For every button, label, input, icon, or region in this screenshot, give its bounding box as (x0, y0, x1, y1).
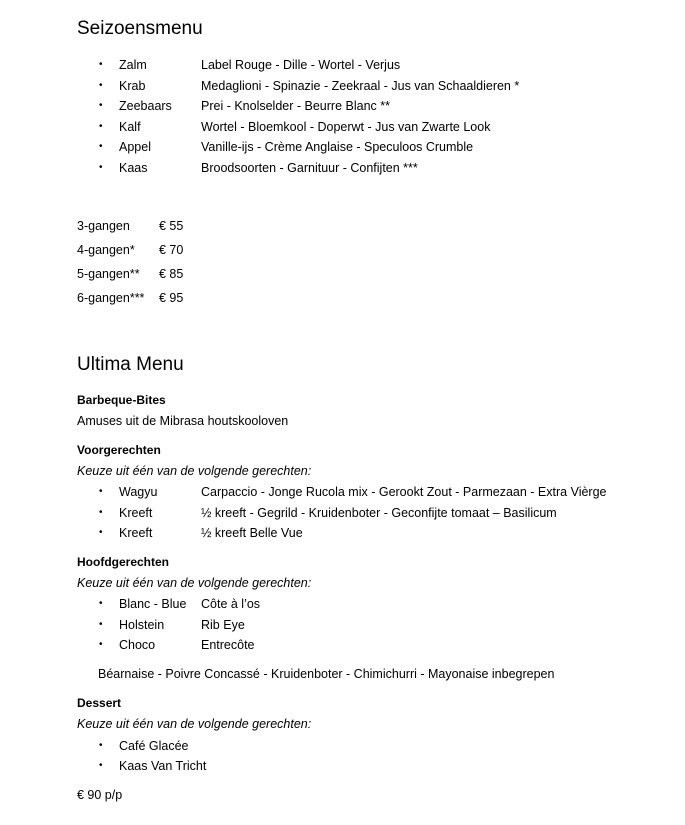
course-count: 5-gangen** (77, 267, 140, 281)
voorgerechten-heading: Voorgerechten (77, 443, 161, 457)
dish-description: Rib Eye (201, 618, 245, 632)
bullet-icon: • (99, 507, 103, 518)
bullet-icon: • (99, 141, 103, 152)
dish-description: Carpaccio - Jonge Rucola mix - Gerookt Zout - Parmezaan - Extra Vièrge (201, 485, 607, 499)
hoofdgerechten-note: Keuze uit één van de volgende gerechten: (77, 576, 312, 590)
bullet-icon: • (99, 760, 103, 771)
dish-description: Label Rouge - Dille - Wortel - Verjus (201, 58, 401, 72)
bullet-icon: • (99, 100, 103, 111)
course-count: 6-gangen*** (77, 291, 145, 305)
price: € 70 (159, 243, 184, 257)
bullet-icon: • (99, 598, 103, 609)
ultima-menu-title: Ultima Menu (77, 354, 184, 375)
dish-description: ½ kreeft Belle Vue (201, 526, 303, 540)
dish-name: Kreeft (119, 506, 153, 520)
dish-name: Zeebaars (119, 99, 172, 113)
dish-description: ½ kreeft - Gegrild - Kruidenboter - Geconfijte tomaat – Basilicum (201, 506, 557, 520)
dessert-heading: Dessert (77, 696, 122, 710)
dish-name: Appel (119, 140, 151, 154)
course-count: 4-gangen* (77, 243, 135, 257)
bullet-icon: • (99, 740, 103, 751)
dish-name: Kalf (119, 120, 141, 134)
bullet-icon: • (99, 527, 103, 538)
bullet-icon: • (99, 639, 103, 650)
bullet-icon: • (99, 619, 103, 630)
course-count: 3-gangen (77, 219, 130, 233)
dish-description: Broodsoorten - Garnituur - Confijten *** (201, 161, 418, 175)
ultima-price: € 90 p/p (77, 788, 123, 802)
dish-name: Krab (119, 79, 146, 93)
dish-name: Kaas Van Tricht (119, 759, 207, 773)
dish-name: Kaas (119, 161, 148, 175)
dessert-note: Keuze uit één van de volgende gerechten: (77, 717, 312, 731)
bites-text: Amuses uit de Mibrasa houtskooloven (77, 414, 289, 428)
dish-name: Choco (119, 638, 156, 652)
dish-description: Vanille-ijs - Crème Anglaise - Speculoos Crumble (201, 140, 474, 154)
dish-name: Wagyu (119, 485, 158, 499)
dish-description: Wortel - Bloemkool - Doperwt - Jus van Zwarte Look (201, 120, 491, 134)
bullet-icon: • (99, 80, 103, 91)
dish-description: Prei - Knolselder - Beurre Blanc ** (201, 99, 390, 113)
voorgerechten-note: Keuze uit één van de volgende gerechten: (77, 464, 312, 478)
price: € 95 (159, 291, 184, 305)
dish-name: Café Glacée (119, 739, 189, 753)
hoofdgerechten-heading: Hoofdgerechten (77, 555, 170, 569)
dish-name: Kreeft (119, 526, 153, 540)
dish-description: Entrecôte (201, 638, 255, 652)
seizoensmenu-title: Seizoensmenu (77, 18, 203, 39)
dish-name: Blanc - Blue (119, 597, 187, 611)
bullet-icon: • (99, 162, 103, 173)
dish-name: Zalm (119, 58, 147, 72)
bullet-icon: • (99, 121, 103, 132)
bullet-icon: • (99, 59, 103, 70)
price: € 55 (159, 219, 184, 233)
dish-name: Holstein (119, 618, 165, 632)
bullet-icon: • (99, 486, 103, 497)
sauces-text: Béarnaise - Poivre Concassé - Kruidenboter - Chimichurri - Mayonaise inbegrepen (98, 667, 555, 681)
dish-description: Medaglioni - Spinazie - Zeekraal - Jus van Schaaldieren * (201, 79, 520, 93)
dish-description: Côte à l’os (201, 597, 261, 611)
price: € 85 (159, 267, 184, 281)
bites-heading: Barbeque-Bites (77, 393, 166, 407)
